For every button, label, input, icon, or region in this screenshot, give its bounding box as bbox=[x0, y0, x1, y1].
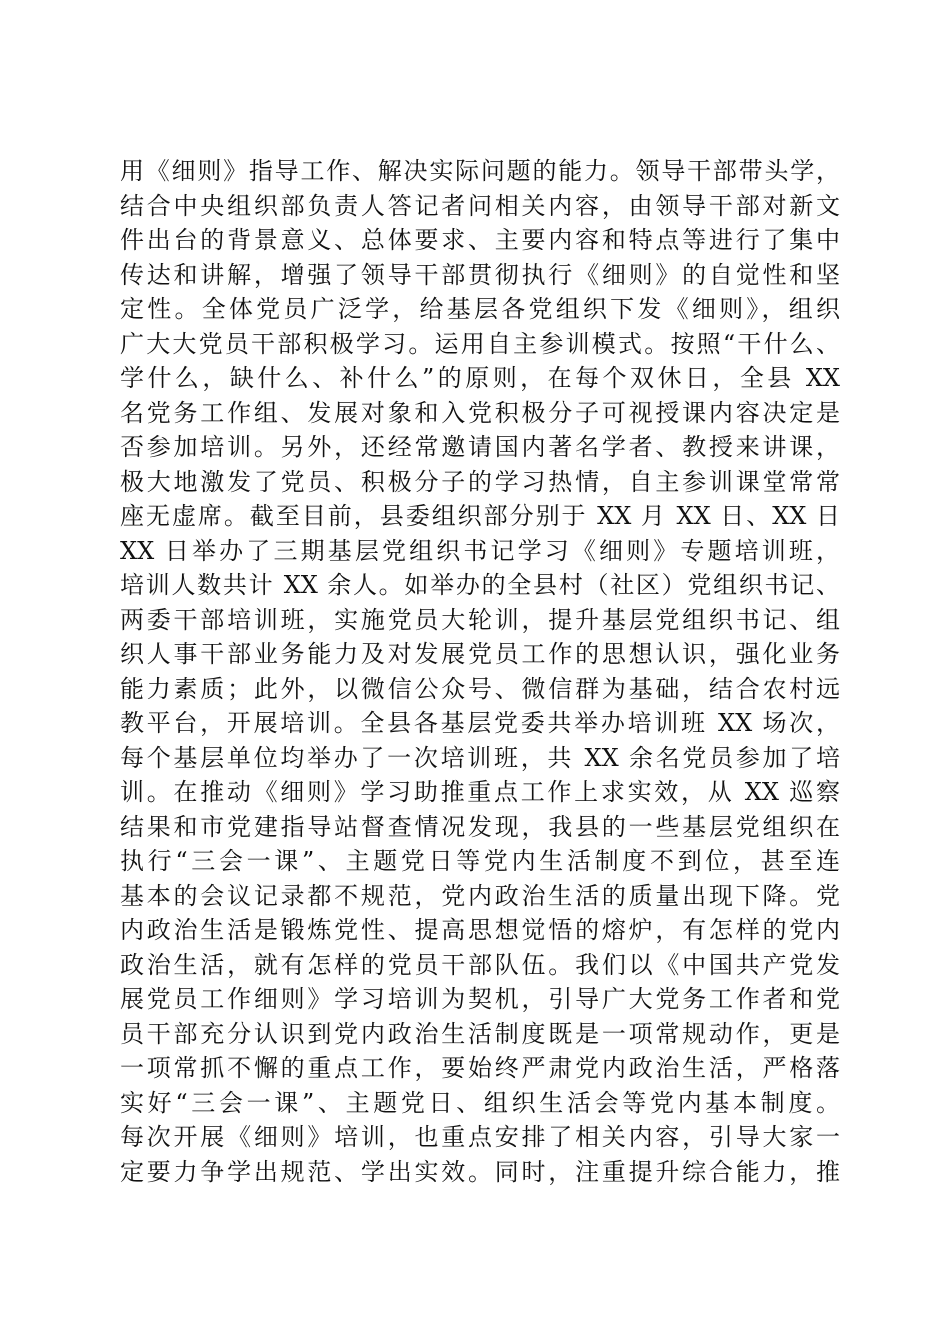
text-line: 员干部充分认识到党内政治生活制度既是一项常规动作，更是 bbox=[120, 1019, 840, 1048]
text-line: 训。在推动《细则》学习助推重点工作上求实效，从 XX 巡察 bbox=[120, 778, 840, 806]
text-line: 教平台，开展培训。全县各基层党委共举办培训班 XX 场次， bbox=[120, 709, 840, 737]
text-line: XX 日举办了三期基层党组织书记学习《细则》专题培训班， bbox=[120, 536, 840, 565]
text-line: 一项常抓不懈的重点工作，要始终严肃党内政治生活，严格落 bbox=[120, 1054, 840, 1082]
text-line: 培训人数共计 XX 余人。如举办的全县村（社区）党组织书记、 bbox=[120, 571, 840, 599]
text-line: 能力素质；此外，以微信公众号、微信群为基础，结合农村远 bbox=[120, 674, 840, 703]
text-line: 两委干部培训班，实施党员大轮训，提升基层党组织书记、组 bbox=[120, 605, 840, 634]
text-line: 结果和市党建指导站督查情况发现，我县的一些基层党组织在 bbox=[120, 812, 840, 841]
text-line: 传达和讲解，增强了领导干部贯彻执行《细则》的自觉性和坚 bbox=[120, 260, 840, 289]
text-line: 否参加培训。另外，还经常邀请国内著名学者、教授来讲课， bbox=[120, 433, 840, 461]
text-line: 每次开展《细则》培训，也重点安排了相关内容，引导大家一 bbox=[120, 1123, 840, 1151]
text-line: 座无虚席。截至目前，县委组织部分别于 XX 月 XX 日、XX 日 bbox=[120, 502, 840, 530]
text-line: 织人事干部业务能力及对发展党员工作的思想认识，强化业务 bbox=[120, 640, 840, 668]
text-line: 每个基层单位均举办了一次培训班，共 XX 余名党员参加了培 bbox=[120, 743, 840, 772]
text-line: 内政治生活是锻炼党性、提高思想觉悟的熔炉，有怎样的党内 bbox=[120, 916, 840, 944]
text-line: 用《细则》指导工作、解决实际问题的能力。领导干部带头学， bbox=[120, 157, 840, 185]
text-line: 极大地激发了党员、积极分子的学习热情，自主参训课堂常常 bbox=[120, 467, 840, 496]
text-line: 定性。全体党员广泛学，给基层各党组织下发《细则》，组织 bbox=[120, 295, 840, 323]
text-line: 展党员工作细则》学习培训为契机，引导广大党务工作者和党 bbox=[120, 985, 840, 1013]
text-line: 政治生活，就有怎样的党员干部队伍。我们以《中国共产党发 bbox=[120, 950, 840, 979]
text-line: 广大大党员干部积极学习。运用自主参训模式。按照“干什么、 bbox=[120, 329, 840, 358]
body-text bbox=[120, 154, 840, 1189]
text-line: 基本的会议记录都不规范，党内政治生活的质量出现下降。党 bbox=[120, 881, 840, 910]
text-line: 件出台的背景意义、总体要求、主要内容和特点等进行了集中 bbox=[120, 226, 840, 254]
text-line: 学什么，缺什么、补什么”的原则，在每个双休日，全县 XX bbox=[120, 364, 840, 392]
text-line: 实好“三会一课”、主题党日、组织生活会等党内基本制度。 bbox=[120, 1088, 840, 1117]
text-line: 结合中央组织部负责人答记者问相关内容，由领导干部对新文 bbox=[120, 191, 840, 220]
text-line: 执行“三会一课”、主题党日等党内生活制度不到位，甚至连 bbox=[120, 847, 840, 875]
text-line: 定要力争学出规范、学出实效。同时，注重提升综合能力，推 bbox=[120, 1157, 840, 1186]
text-line: 名党务工作组、发展对象和入党积极分子可视授课内容决定是 bbox=[120, 398, 840, 427]
